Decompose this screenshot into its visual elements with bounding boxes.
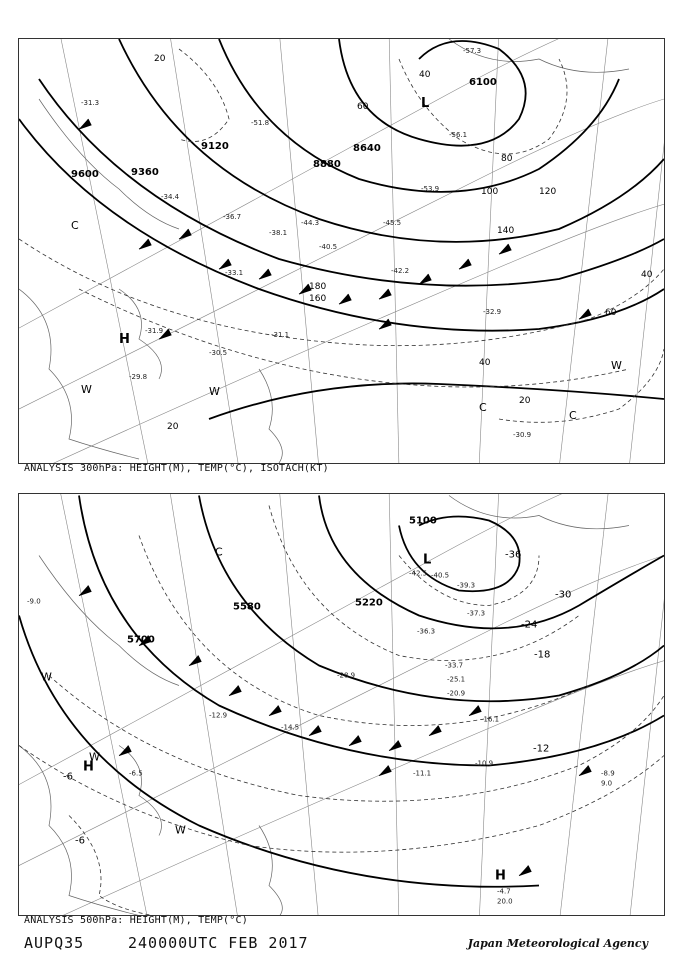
lower-chart-caption: ANALYSIS 500hPa: HEIGHT(M), TEMP(°C) <box>24 915 248 926</box>
isotach-label: 160 <box>309 294 327 304</box>
upper-isotach-labels <box>154 54 653 432</box>
temp-value: -36.7 <box>223 213 242 221</box>
upper-chart-map <box>19 39 664 463</box>
high-center-symbol: H <box>495 868 506 884</box>
temp-value: -31.3 <box>81 99 100 107</box>
temp-value: -57.3 <box>463 47 482 55</box>
cold-warm-label: W <box>89 750 100 764</box>
isotach-label: 120 <box>539 187 557 197</box>
temp-value: 9.0 <box>601 779 613 788</box>
temp-value: -9.0 <box>27 597 41 606</box>
height-label-9360: 9360 <box>131 167 159 178</box>
temp-value: -31.9 <box>145 327 164 335</box>
isotach-label: 140 <box>497 226 515 236</box>
isotach-label: 180 <box>309 282 327 292</box>
lower-height-contours <box>19 496 664 887</box>
agency-name: Japan Meteorological Agency <box>467 937 648 950</box>
temp-value: -30.9 <box>513 431 532 439</box>
upper-cold-warm-labels <box>71 219 622 422</box>
height-label-5580: 5580 <box>233 601 261 613</box>
low-center-label: 6100 <box>469 77 497 88</box>
temp-value: -14.5 <box>281 723 300 732</box>
temp-value: -20.9 <box>447 689 466 698</box>
temp-value: -53.9 <box>421 185 440 193</box>
temp-value: -12.9 <box>209 711 228 720</box>
isotach-label: 20 <box>154 54 166 64</box>
height-label-9600: 9600 <box>71 169 99 180</box>
temp-value: -34.4 <box>161 193 180 201</box>
temp-value: -42.5 <box>409 569 428 578</box>
cold-warm-label: W <box>175 823 186 837</box>
low-center-symbol: L <box>423 552 432 568</box>
upper-chart-300hpa <box>18 38 665 464</box>
isotach-label: 80 <box>501 154 513 164</box>
high-center-symbol: H <box>119 332 130 347</box>
isotherm-label: -30 <box>555 589 572 601</box>
temp-value: -16.1 <box>481 715 500 724</box>
cold-warm-label: C <box>479 401 487 414</box>
temp-value: -32.9 <box>483 308 502 316</box>
height-label-8880: 8880 <box>313 159 341 170</box>
low-center-symbol: L <box>421 96 430 111</box>
isotach-label: 60 <box>605 308 617 318</box>
upper-lat-lon-grid <box>19 39 664 463</box>
temp-value: -36.3 <box>417 627 436 636</box>
upper-height-labels <box>71 141 381 180</box>
temp-value: -6.5 <box>129 769 143 778</box>
cold-warm-label: C <box>215 545 223 559</box>
temp-value: -37.3 <box>467 609 486 618</box>
lower-chart-map <box>19 494 664 916</box>
upper-chart-caption: ANALYSIS 300hPa: HEIGHT(M), TEMP(°C), ISOTACH(KT) <box>24 463 329 474</box>
height-label-9120: 9120 <box>201 141 229 152</box>
isotherm-label: -18 <box>534 649 551 661</box>
temp-value: -40.5 <box>431 571 450 580</box>
temp-value: -39.3 <box>457 581 476 590</box>
isotach-label: 40 <box>641 270 653 280</box>
cold-warm-label: C <box>569 409 577 422</box>
height-label-8640: 8640 <box>353 143 381 154</box>
temp-value: -56.1 <box>449 131 468 139</box>
lower-lat-lon-grid <box>19 494 664 916</box>
temp-value: 20.0 <box>497 897 513 906</box>
isotherm-label: -6 <box>75 835 85 847</box>
product-code: AUPQ35 <box>24 934 85 952</box>
isotherm-label: -6 <box>63 771 73 783</box>
lower-high-low <box>83 553 506 884</box>
temp-value: -28.9 <box>337 671 356 680</box>
isotach-label: 40 <box>419 70 431 80</box>
temp-value: -11.1 <box>413 769 432 778</box>
isotach-label: 20 <box>167 422 179 432</box>
upper-height-contours <box>19 39 664 419</box>
upper-wind-barbs <box>79 119 591 339</box>
temp-value: -40.5 <box>319 243 338 251</box>
temp-value: -10.9 <box>475 759 494 768</box>
temp-value: -30.5 <box>209 349 228 357</box>
temp-value: -38.1 <box>269 229 288 237</box>
isotach-label: 60 <box>357 102 369 112</box>
temp-value: -25.1 <box>447 675 466 684</box>
temp-value: -33.1 <box>225 269 244 277</box>
temp-value: -45.5 <box>383 219 402 227</box>
temp-value: -51.8 <box>251 119 270 127</box>
high-center-symbol: H <box>83 759 94 775</box>
cold-warm-label: W <box>209 385 220 398</box>
isotherm-label: -24 <box>521 619 538 631</box>
isotherm-label: -36 <box>505 549 522 561</box>
analysis-time: 240000UTC FEB 2017 <box>128 934 309 952</box>
isotach-label: 40 <box>479 358 491 368</box>
temp-value: -4.7 <box>497 887 511 896</box>
temp-value: -42.2 <box>391 267 410 275</box>
temp-value: -31.1 <box>271 331 290 339</box>
temp-value: -44.3 <box>301 219 320 227</box>
cold-warm-label: W <box>611 359 622 372</box>
upper-isotach-dashes <box>19 49 664 422</box>
height-label-5220: 5220 <box>355 597 383 609</box>
height-label-5700: 5700 <box>127 634 155 646</box>
temp-value: -29.8 <box>129 373 148 381</box>
isotherm-label: -12 <box>533 743 550 755</box>
upper-high-low <box>119 77 497 347</box>
cold-warm-label: W <box>41 670 52 684</box>
cold-warm-label: C <box>71 219 79 232</box>
temp-value: -8.9 <box>601 769 615 778</box>
isotach-label: 20 <box>519 396 531 406</box>
temp-value: -33.7 <box>445 661 464 670</box>
cold-warm-label: W <box>81 383 92 396</box>
lower-chart-500hpa <box>18 493 665 916</box>
isotach-label: 100 <box>481 187 499 197</box>
height-label-5100: 5100 <box>409 515 437 527</box>
